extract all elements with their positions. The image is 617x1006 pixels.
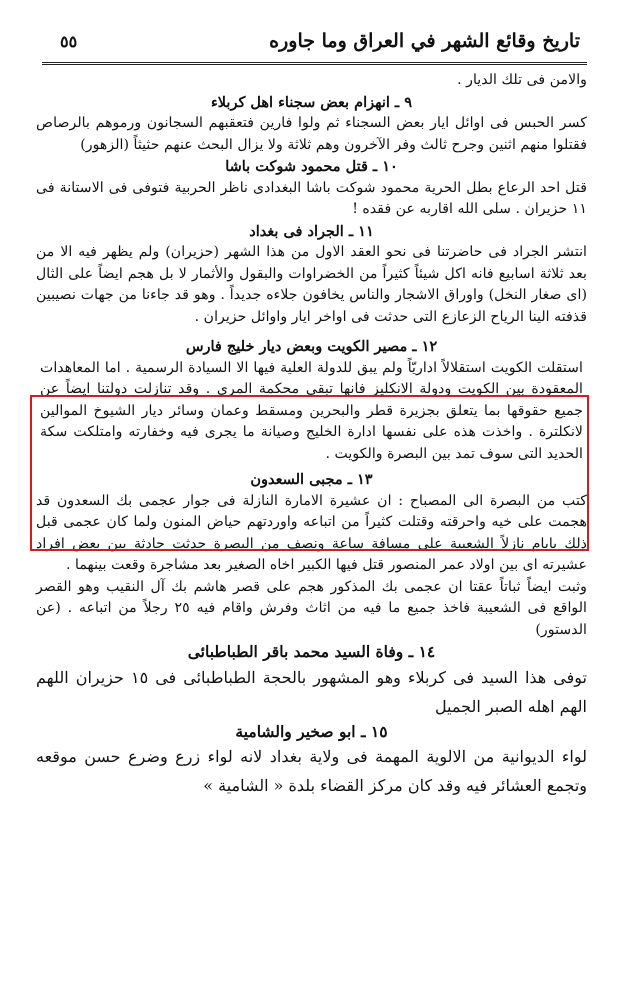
- section-12: [36, 336, 587, 465]
- section-paragraph: قتل احد الرعاع بطل الحرية محمود شوكت باشا البغدادى ناظر الحربية فتوفى فى الاستانة فى ١١ حزيران . سلى الله اقاربه عن فقده !: [36, 179, 587, 217]
- section-14: [36, 641, 587, 721]
- document-body: [36, 70, 587, 800]
- header-rule: [42, 62, 587, 65]
- page-header: [60, 24, 580, 58]
- section-11: [36, 221, 587, 329]
- section-13: [36, 469, 587, 641]
- section-heading: ١٤ ـ وفاة السيد محمد باقر الطباطبائى: [187, 642, 436, 661]
- section-9: [36, 92, 587, 157]
- section-15: [36, 721, 587, 801]
- section-paragraph: انتشر الجراد فى حاضرتنا فى نحو العقد الاول من هذا الشهر (حزيران) ولم يظهر فيه الا من بعد ثلاثة اسابيع فانه اكل شيئاً كثيراً من الخضراوات والبقول والأثمار لا بل هجم ايضاً على الثال (اى صغار النخل) واوراق الاشجار والناس يخافون جلاءه جديداً . وهو قد جاءنا من جهات نصيبين قذفته الينا الرياح الزعازع التى حدثت فى اواخر ايار واوائل حزيران .: [36, 244, 587, 325]
- section-10: [36, 156, 587, 221]
- section-paragraph: والامن فى تلك الديار .: [457, 72, 587, 88]
- section-paragraph: وثبت ايضاً ثباتاً عقتا ان عجمى بك المذكور هجم على قصر هاشم بك آل النقيب وهو القصر الواقع فى الشعيبة فاخذ جميع ما فيه من اثاث وفرش واقام فيه ٢٥ رجلاً من اتباعه . (عن الدستور): [36, 578, 587, 638]
- section-paragraph: كسر الحبس فى اوائل ايار بعض السجناء ثم ولوا فارين فتعقبهم السجانون ورموهم بالرصاص فقتلوا منهم اثنين وجرح ثالث وفر الآخرون وهم ثلاثة ولا يزال البحث عنهم حثيثاً (الزهور): [36, 115, 587, 153]
- section-heading: ١١ ـ الجراد فى بغداد: [249, 222, 374, 240]
- running-title: تاريخ وقائع الشهر في العراق وما جاوره: [269, 30, 580, 52]
- section-paragraph: كتب من البصرة الى المصباح : ان عشيرة الامارة النازلة فى جوار عجمى بك السعدون قد هجمت على خيه واحرقته وقتلت كثيراً من اتباعه واوردتهم حياض المنون ولما كان عجمى قبل ذلك بايام نازلاً الشعيبة على مسافة ساعة ونصف من البصرة حدثت حادثة بين بعض افراد عشيرته اى بين اولاد عمر المنصور قتل فيها الكبير اخاه الصغير بعد مشاجرة وقعت بينهما .: [36, 492, 587, 573]
- section-heading: ٩ ـ انهزام بعض سجناء اهل كربلاء: [210, 93, 413, 111]
- section-heading: ١٥ ـ ابو صخير والشامية: [235, 721, 388, 741]
- section-heading: ١٠ ـ قتل محمود شوكت باشا: [225, 158, 398, 175]
- section-paragraph: توفى هذا السيد فى كربلاء وهو المشهور بالحجة الطباطبائى فى ١٥ حزيران اللهم الهم اهله الصبر الجميل: [36, 667, 587, 716]
- section-heading: ١٣ ـ مجبى السعدون: [250, 471, 373, 488]
- section-continuation: [36, 70, 587, 92]
- page-number: ٥٥: [60, 31, 78, 51]
- section-paragraph: لواء الديوانية من الالوية المهمة فى ولاية بغداد لانه لواء زرع وضرع حسن موقعه وتجمع العشائر فيه وقد كان مركز القضاء بلدة « الشامية »: [36, 747, 587, 795]
- section-heading: ١٢ ـ مصير الكويت وبعض ديار خليج فارس: [185, 338, 438, 355]
- section-paragraph: استقلت الكويت استقلالاً اداريّاً ولم يبق للدولة العلية فيها الا السيادة الرسمية . اما المعاهدات المعقودة بين الكويت ودولة الانكليز فانها تبقى محكمة المرى . وقد تنازلت دولتنا ايضاً عن جميع حقوقها بما يتعلق بجزيرة قطر والبحرين ومسقط وعمان وسائر ديار الشيوخ الموالين لانكلترة . واخذت هذه على نفسها ادارة الخليج وصيانة ما يجرى فيه وخفارته وامتلكت سكة الحديد التى سوف تمد بين البصرة والكويت .: [40, 359, 583, 462]
